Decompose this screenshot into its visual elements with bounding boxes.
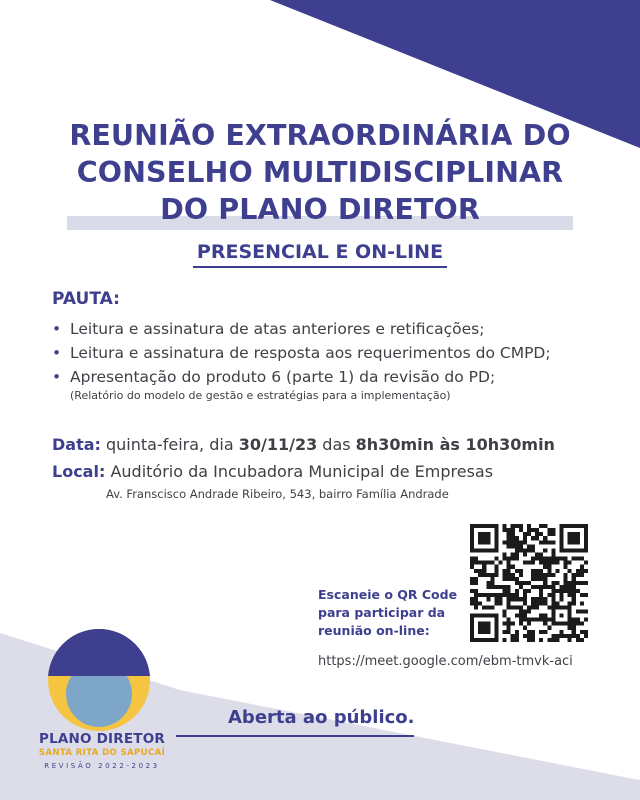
logo-city: SANTA RITA DO SAPUCAÍ (38, 748, 166, 758)
meeting-link[interactable]: https://meet.google.com/ebm-tmvk-aci (318, 654, 573, 669)
local-place: Auditório da Incubadora Municipal de Empresas (105, 462, 494, 481)
date-day: 30/11/23 (238, 435, 318, 454)
agenda-item (52, 365, 622, 403)
bullet-icon: • (52, 320, 62, 338)
qr-caption (318, 586, 468, 640)
logo-name: PLANO DIRETOR (39, 731, 165, 747)
agenda-heading: PAUTA: (52, 289, 120, 309)
bullet-icon: • (52, 344, 62, 362)
meeting-date (52, 434, 555, 456)
page-title (40, 117, 600, 228)
bullet-icon: • (52, 368, 62, 386)
agenda-item-note: (Relatório do modelo de gestão e estratégias para a implementação) (70, 389, 451, 402)
qr-caption-line: para participar da (318, 605, 446, 620)
qr-caption-line: reunião on-line: (318, 623, 430, 638)
date-label: Data: (52, 435, 101, 454)
date-weekday: quinta-feira, dia (100, 435, 239, 454)
title-line-3: DO PLANO DIRETOR (160, 193, 480, 226)
qr-caption-line: Escaneie o QR Code (318, 587, 458, 602)
agenda-item-text: Leitura e assinatura de atas anteriores e retificações; (70, 320, 485, 338)
agenda-item-text: Apresentação do produto 6 (parte 1) da revisão do PD; (70, 368, 496, 386)
date-connector: das (317, 435, 356, 454)
meeting-mode-subtitle: PRESENCIAL E ON-LINE (196, 241, 444, 263)
public-note-underline (176, 735, 414, 737)
logo-revision: REVISÃO 2022-2023 (44, 762, 160, 770)
title-line-2: CONSELHO MULTIDISCIPLINAR (76, 156, 564, 189)
agenda-item (52, 317, 622, 341)
public-note: Aberta ao público. (228, 707, 415, 728)
title-line-1: REUNIÃO EXTRAORDINÁRIA DO (69, 119, 571, 152)
meeting-location (52, 461, 493, 483)
subtitle-underline (193, 266, 447, 268)
local-label: Local: (52, 462, 106, 481)
agenda-item (52, 341, 622, 365)
qr-code-icon[interactable] (470, 524, 588, 642)
agenda-list (52, 317, 622, 403)
agenda-item-text: Leitura e assinatura de resposta aos requerimentos do CMPD; (70, 344, 551, 362)
plano-diretor-logo-icon (47, 628, 151, 732)
location-address: Av. Franscisco Andrade Ribeiro, 543, bairro Família Andrade (106, 487, 449, 501)
date-time: 8h30min às 10h30min (355, 435, 555, 454)
